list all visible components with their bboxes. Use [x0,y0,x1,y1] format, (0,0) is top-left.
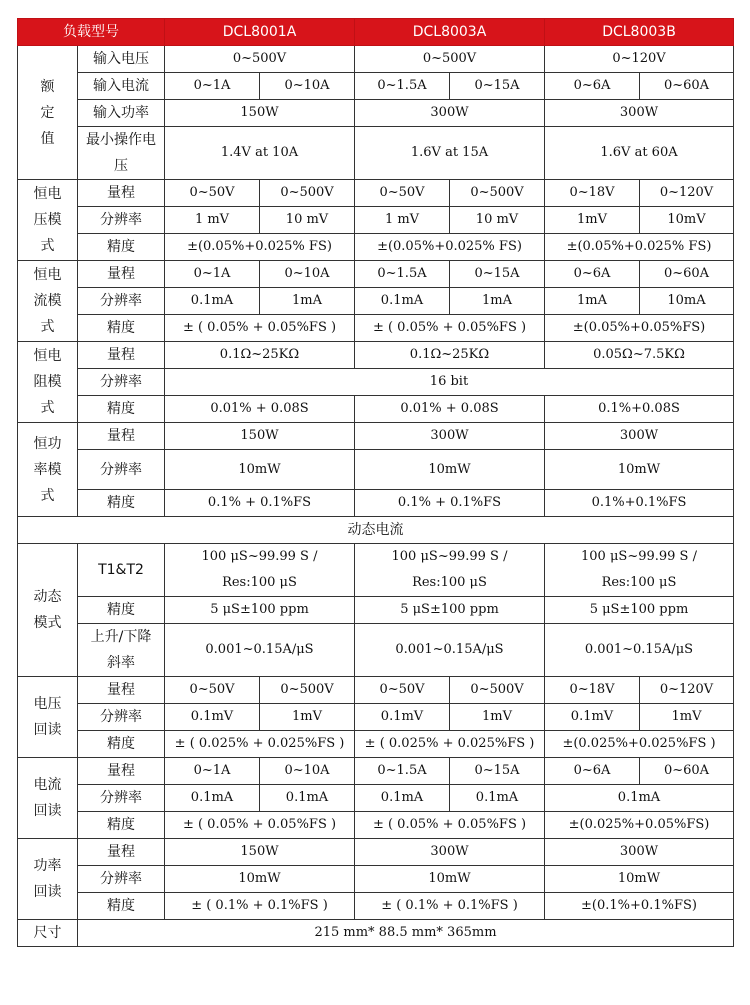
cell: 1.6V at 60A [545,127,734,180]
label-accuracy: 精度 [78,812,165,839]
cell: 1mV [450,704,545,731]
cell: 0~15A [450,73,545,100]
cell: 300W [545,100,734,127]
cell: 1.6V at 15A [355,127,545,180]
cell: 0.1mA [545,785,734,812]
cell: 5 μS±100 ppm [545,597,734,624]
cell: ±(0.025%+0.025%FS ) [545,731,734,758]
table-row [18,342,734,369]
cell: 5 μS±100 ppm [165,597,355,624]
label-resolution: 分辨率 [78,704,165,731]
table-row [18,100,734,127]
cell: 0~500V [355,46,545,73]
table-row [18,893,734,920]
cell: 10mW [165,866,355,893]
cell: 300W [355,839,545,866]
cell: ± ( 0.05% + 0.05%FS ) [355,812,545,839]
cell: 1mA [260,288,355,315]
label-resolution: 分辨率 [78,288,165,315]
cell: ± ( 0.025% + 0.025%FS ) [355,731,545,758]
cell: 5 μS±100 ppm [355,597,545,624]
cell: 0~15A [450,758,545,785]
cell: 0.001~0.15A/μS [355,624,545,677]
cell: 0~1.5A [355,73,450,100]
cell: ±(0.05%+0.025% FS) [165,234,355,261]
table-row [18,127,734,180]
cell: 0.1% + 0.1%FS [355,490,545,517]
label-t1t2: T1&T2 [78,544,165,597]
cell: 0.1mA [355,785,450,812]
cell: 0~18V [545,180,640,207]
group-vread: 电压回读 [18,677,78,758]
cell: 0~15A [450,261,545,288]
header-model-3: DCL8003B [545,19,734,46]
cell: 0.1mV [545,704,640,731]
cell: 0~500V [165,46,355,73]
table-row [18,812,734,839]
cell: 1mA [545,288,640,315]
cell: 300W [355,423,545,450]
cell: ± ( 0.025% + 0.025%FS ) [165,731,355,758]
table-row [18,450,734,490]
cell: 0~6A [545,73,640,100]
cell: 0.1mV [355,704,450,731]
cell: 1mV [640,704,734,731]
label-range: 量程 [78,342,165,369]
cell: 0.1mA [355,288,450,315]
cell: 0~50V [165,180,260,207]
group-pread: 功率回读 [18,839,78,920]
table-row [18,315,734,342]
cell: 1 mV [165,207,260,234]
cell: ±(0.1%+0.1%FS) [545,893,734,920]
label-range: 量程 [78,839,165,866]
group-rated: 额定值 [18,46,78,180]
group-cp: 恒功率模式 [18,423,78,517]
cell: ± ( 0.05% + 0.05%FS ) [355,315,545,342]
table-row [18,758,734,785]
label-range: 量程 [78,423,165,450]
cell: 0~10A [260,73,355,100]
cell: 10mW [355,866,545,893]
table-row [18,207,734,234]
cell: 1mA [450,288,545,315]
cell: 10 mV [260,207,355,234]
cell: 0~10A [260,758,355,785]
table-row [18,396,734,423]
table-row [18,624,734,677]
cell-size: 215 mm* 88.5 mm* 365mm [78,920,734,947]
cell: 0.05Ω~7.5KΩ [545,342,734,369]
cell: 1 mV [355,207,450,234]
cell: 150W [165,100,355,127]
cell: 10mW [545,866,734,893]
table-row [18,261,734,288]
cell: 10mW [355,450,545,490]
group-cv: 恒电压模式 [18,180,78,261]
label-input-current: 输入电流 [78,73,165,100]
cell: 16 bit [165,369,734,396]
cell: 150W [165,423,355,450]
header-row [18,19,734,46]
cell: 0.1mV [165,704,260,731]
cell: 0~500V [450,180,545,207]
cell: 1mV [260,704,355,731]
group-cc: 恒电流模式 [18,261,78,342]
cell: ±(0.05%+0.025% FS) [545,234,734,261]
cell: 0~50V [165,677,260,704]
cell: 0~10A [260,261,355,288]
label-slew: 上升/下降斜率 [78,624,165,677]
cell: 0~500V [260,677,355,704]
label-accuracy: 精度 [78,490,165,517]
label-range: 量程 [78,677,165,704]
cell: 0~1A [165,73,260,100]
cell: 0.01% + 0.08S [355,396,545,423]
table-row [18,423,734,450]
label-accuracy: 精度 [78,315,165,342]
cell: 10mW [165,450,355,490]
table-row [18,490,734,517]
label-accuracy: 精度 [78,234,165,261]
label-resolution: 分辨率 [78,207,165,234]
group-dyn: 动态模式 [18,544,78,677]
label-resolution: 分辨率 [78,866,165,893]
label-accuracy: 精度 [78,731,165,758]
table-row [18,866,734,893]
label-input-power: 输入功率 [78,100,165,127]
cell: ± ( 0.1% + 0.1%FS ) [165,893,355,920]
cell: 100 μS~99.99 S / Res:100 μS [355,544,545,597]
cell: 0.1mA [450,785,545,812]
table-row [18,839,734,866]
cell: 300W [545,839,734,866]
cell: 0~50V [355,677,450,704]
cell: 0.1Ω~25KΩ [165,342,355,369]
cell: 1mV [545,207,640,234]
cell: 10 mV [450,207,545,234]
section-row [18,517,734,544]
table-row [18,180,734,207]
table-row [18,597,734,624]
table-row [18,920,734,947]
table-row [18,234,734,261]
cell: 0.1% + 0.1%FS [165,490,355,517]
table-row [18,544,734,597]
cell: 0~60A [640,758,734,785]
table-row [18,704,734,731]
cell: 0~6A [545,261,640,288]
table-row [18,288,734,315]
label-resolution: 分辨率 [78,785,165,812]
cell: 0~1.5A [355,758,450,785]
label-size: 尺寸 [18,920,78,947]
label-resolution: 分辨率 [78,450,165,490]
table-row [18,677,734,704]
group-iread: 电流回读 [18,758,78,839]
cell: 0~6A [545,758,640,785]
cell: 0.1mA [165,288,260,315]
cell: 150W [165,839,355,866]
cell: 0~1A [165,261,260,288]
header-corner: 负载型号 [18,19,165,46]
cell: 10mV [640,207,734,234]
section-dynamic-current: 动态电流 [18,517,734,544]
label-range: 量程 [78,180,165,207]
table-row [18,46,734,73]
cell: 0~60A [640,261,734,288]
cell: 0~120V [640,677,734,704]
label-min-op-voltage: 最小操作电压 [78,127,165,180]
cell: 100 μS~99.99 S / Res:100 μS [545,544,734,597]
cell: 100 μS~99.99 S / Res:100 μS [165,544,355,597]
cell: ± ( 0.05% + 0.05%FS ) [165,812,355,839]
cell: 0~120V [640,180,734,207]
cell: 0~120V [545,46,734,73]
cell: 0~50V [355,180,450,207]
cell: ± ( 0.05% + 0.05%FS ) [165,315,355,342]
label-accuracy: 精度 [78,597,165,624]
cell: ±(0.05%+0.05%FS) [545,315,734,342]
table-row [18,369,734,396]
header-model-1: DCL8001A [165,19,355,46]
cell: 0~60A [640,73,734,100]
cell: ±(0.05%+0.025% FS) [355,234,545,261]
spec-table [17,18,734,947]
cell: 0.1%+0.08S [545,396,734,423]
label-resolution: 分辨率 [78,369,165,396]
table-row [18,785,734,812]
cell: 10mW [545,450,734,490]
table-row [18,731,734,758]
label-input-voltage: 输入电压 [78,46,165,73]
label-range: 量程 [78,758,165,785]
cell: ± ( 0.1% + 0.1%FS ) [355,893,545,920]
cell: 0.1mA [165,785,260,812]
cell: 300W [545,423,734,450]
label-range: 量程 [78,261,165,288]
label-accuracy: 精度 [78,396,165,423]
cell: 0~18V [545,677,640,704]
cell: 0.01% + 0.08S [165,396,355,423]
cell: 300W [355,100,545,127]
cell: 1.4V at 10A [165,127,355,180]
cell: 0.1mA [260,785,355,812]
cell: 0.1Ω~25KΩ [355,342,545,369]
group-cr: 恒电阻模式 [18,342,78,423]
cell: 0~1.5A [355,261,450,288]
header-model-2: DCL8003A [355,19,545,46]
cell: 10mA [640,288,734,315]
label-accuracy: 精度 [78,893,165,920]
table-row [18,73,734,100]
cell: 0~1A [165,758,260,785]
cell: 0.001~0.15A/μS [545,624,734,677]
cell: 0~500V [260,180,355,207]
cell: ±(0.025%+0.05%FS) [545,812,734,839]
cell: 0.1%+0.1%FS [545,490,734,517]
cell: 0~500V [450,677,545,704]
cell: 0.001~0.15A/μS [165,624,355,677]
